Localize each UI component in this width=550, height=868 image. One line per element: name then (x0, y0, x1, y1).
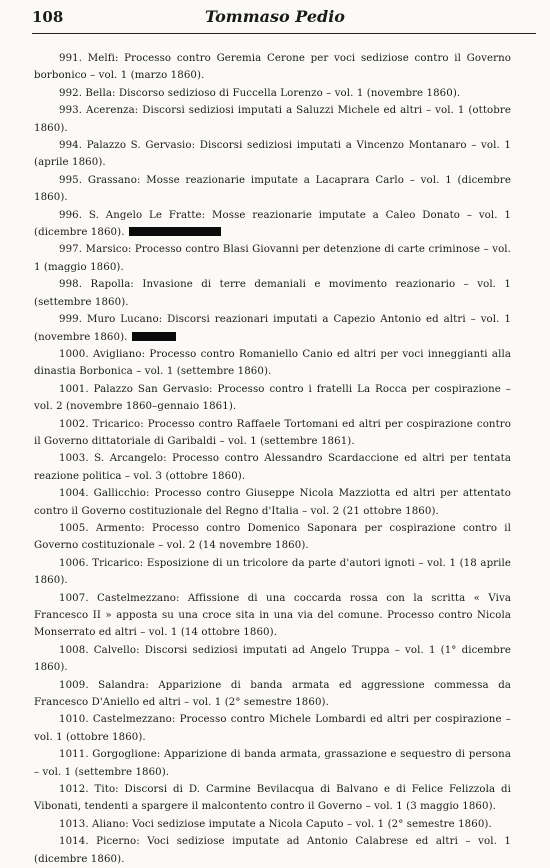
entry-993: 993. Acerenza: Discorsi sediziosi imputati a Saluzzi Michele ed altri – vol. 1 (ottobre 1860). (34, 105, 511, 134)
entry-1012: 1012. Tito: Discorsi di D. Carmine Bevilacqua di Balvano e di Felice Felizzola di Vibonati, tendenti a spargere il malcontento contro il Governo – vol. 1 (3 maggio 1860). (34, 784, 511, 813)
entry-996: 996. S. Angelo Le Fratte: Mosse reazionarie imputate a Caleo Donato – vol. 1 (dicembre 1860). (34, 209, 511, 239)
entry-1003: 1003. S. Arcangelo: Processo contro Alessandro Scardaccione ed altri per tentata reazione politica – vol. 3 (ottobre 1860). (34, 453, 511, 482)
entry-994: 994. Palazzo S. Gervasio: Discorsi sediziosi imputati a Vincenzo Montanaro – vol. 1 (aprile 1860). (34, 140, 511, 169)
entry-1013: 1013. Aliano: Voci sediziose imputate a Nicola Caputo – vol. 1 (2° semestre 1860). (59, 818, 492, 830)
entry-1005: 1005. Armento: Processo contro Domenico Saponara per cospirazione contro il Governo costituzionale – vol. 2 (14 novembre 1860). (34, 522, 511, 552)
entry-997: 997. Marsico: Processo contro Blasi Giovanni per detenzione di carte criminose – vol. 1 (maggio 1860). (34, 244, 511, 273)
entry-1010: 1010. Castelmezzano: Processo contro Michele Lombardi ed altri per cospirazione – vol. 1 (ottobre 1860). (34, 714, 511, 743)
entry-998: 998. Rapolla: Invasione di terre demaniali e movimento reazionario – vol. 1 (settembre 1860). (34, 279, 511, 308)
page-header (0, 0, 550, 40)
page-number: 108 (32, 8, 64, 26)
entry-1011: 1011. Gorgoglione: Apparizione di banda armata, grassazione e sequestro di persona – vol. 1 (settembre 1860). (34, 749, 511, 778)
entry-list (34, 50, 511, 868)
entry-995: 995. Grassano: Mosse reazionarie imputate a Lacaprara Carlo – vol. 1 (dicembre 1860). (34, 174, 511, 204)
entry-1001: 1001. Palazzo San Gervasio: Processo contro i fratelli La Rocca per cospirazione – vol. 2 (novembre 1860–gennaio 1861). (34, 383, 511, 413)
entry-991: 991. Melfi: Processo contro Geremia Cerone per voci sediziose contro il Governo borbonico – vol. 1 (marzo 1860). (34, 53, 511, 82)
entry-992: 992. Bella: Discorso sedizioso di Fuccella Lorenzo – vol. 1 (novembre 1860). (59, 87, 461, 99)
entry-1014: 1014. Picerno: Voci sediziose imputate ad Antonio Calabrese ed altri – vol. 1 (dicembre 1860). (34, 836, 511, 865)
entry-1002: 1002. Tricarico: Processo contro Raffaele Tortomani ed altri per cospirazione contro il Governo dittatoriale di Garibaldi – vol. 1 (settembre 1861). (34, 418, 511, 447)
redaction-mark (132, 332, 176, 341)
redaction-mark (129, 227, 221, 236)
entry-1007: 1007. Castelmezzano: Affissione di una coccarda rossa con la scritta « Viva Francesco II » apposta su una croce sita in una via del comune. Processo contro Nicola Monserrato ed altri – vol. 1 (14 ottobre 1860). (34, 592, 511, 639)
entry-1004: 1004. Gallicchio: Processo contro Giuseppe Nicola Mazziotta ed altri per attentato contro il Governo costituzionale del Regno d'Italia – vol. 2 (21 ottobre 1860). (34, 488, 511, 517)
entry-1000: 1000. Avigliano: Processo contro Romaniello Canio ed altri per voci inneggianti alla dinastia Borbonica – vol. 1 (settembre 1860). (34, 348, 511, 378)
running-title: Tommaso Pedio (205, 7, 345, 26)
entry-1006: 1006. Tricarico: Esposizione di un tricolore da parte d'autori ignoti – vol. 1 (18 aprile 1860). (34, 557, 511, 587)
entry-1008: 1008. Calvello: Discorsi sediziosi imputati ad Angelo Truppa – vol. 1 (1° dicembre 1860). (34, 644, 511, 674)
entry-1009: 1009. Salandra: Apparizione di banda armata ed aggressione commessa da Francesco D'Aniello ed altri – vol. 1 (2° semestre 1860). (34, 679, 511, 709)
header-rule (32, 33, 536, 34)
entry-999: 999. Muro Lucano: Discorsi reazionari imputati a Capezio Antonio ed altri – vol. 1 (novembre 1860). (34, 314, 511, 343)
